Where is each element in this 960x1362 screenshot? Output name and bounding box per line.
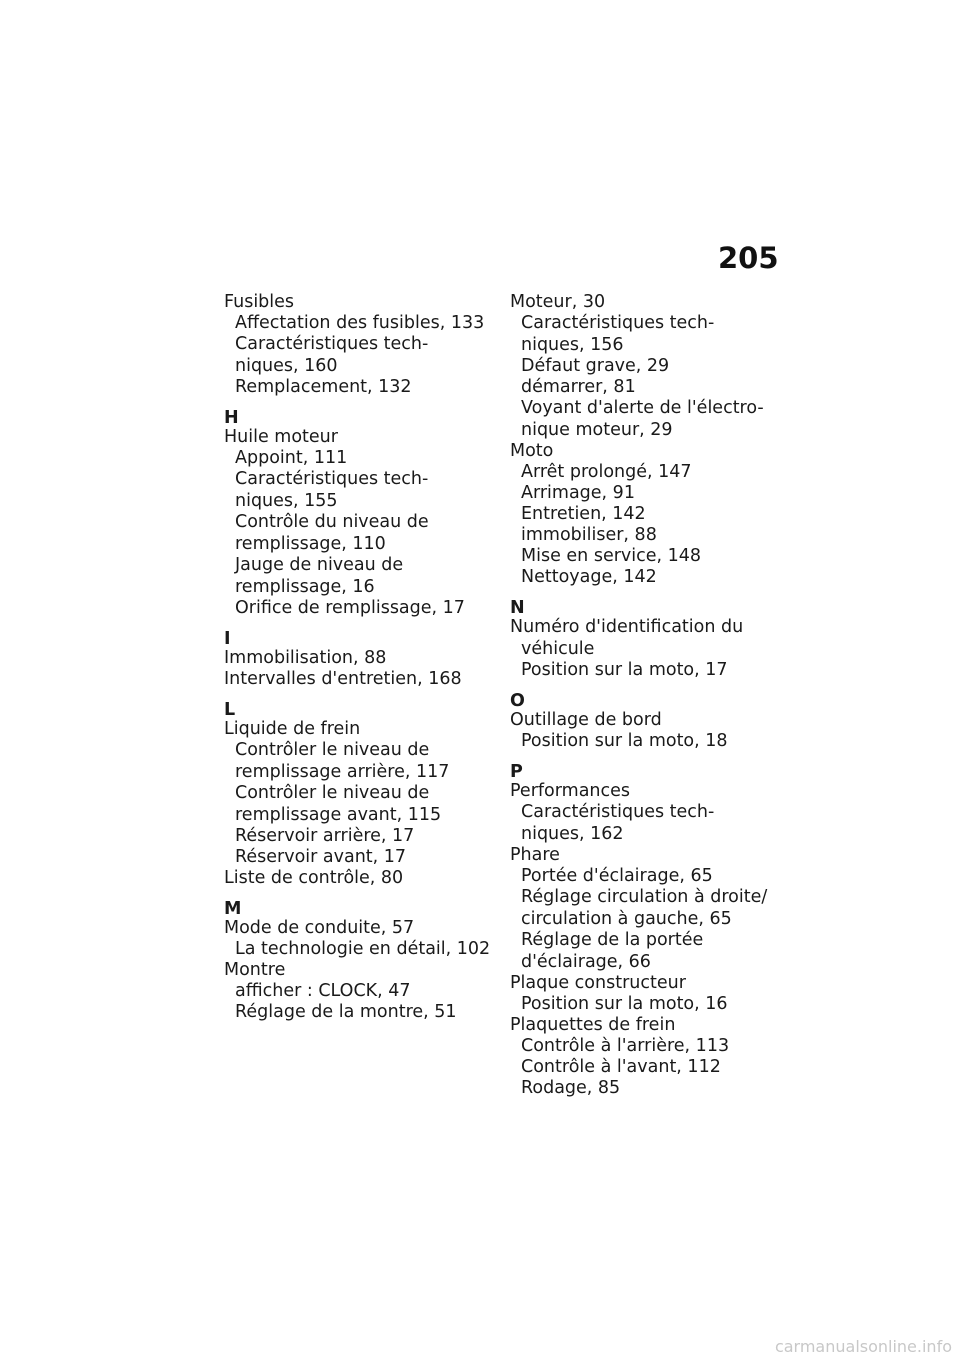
section-letter: O xyxy=(510,691,525,711)
index-subentry: Orifice de remplissage, 17 xyxy=(235,598,465,618)
section-letter: I xyxy=(224,629,231,649)
index-subentry: Voyant d'alerte de l'électro- xyxy=(521,398,764,418)
index-subentry: Défaut grave, 29 xyxy=(521,356,670,376)
index-entry-continuation: niques, 156 xyxy=(521,335,624,355)
section-letter: P xyxy=(510,762,523,782)
index-subentry: afficher : CLOCK, 47 xyxy=(235,981,411,1001)
index-subentry: Réglage de la montre, 51 xyxy=(235,1002,457,1022)
index-entry-continuation: remplissage avant, 115 xyxy=(235,805,442,825)
index-subentry: Contrôler le niveau de xyxy=(235,783,430,803)
index-subentry: Affectation des fusibles, 133 xyxy=(235,313,485,333)
index-subentry: Rodage, 85 xyxy=(521,1078,621,1098)
index-entry: Liste de contrôle, 80 xyxy=(224,868,404,888)
index-subentry: Contrôler le niveau de xyxy=(235,740,430,760)
index-entry: Numéro d'identification du xyxy=(510,617,744,637)
index-subentry: Appoint, 111 xyxy=(235,448,348,468)
section-letter: H xyxy=(224,408,239,428)
index-entry-continuation: niques, 155 xyxy=(235,491,338,511)
index-subentry: Contrôle à l'arrière, 113 xyxy=(521,1036,730,1056)
index-entry: Mode de conduite, 57 xyxy=(224,918,415,938)
index-entry: Moto xyxy=(510,441,554,461)
index-subentry: démarrer, 81 xyxy=(521,377,636,397)
index-entry: Plaque constructeur xyxy=(510,973,686,993)
index-subentry: Réservoir avant, 17 xyxy=(235,847,407,867)
index-subentry: Jauge de niveau de xyxy=(235,555,404,575)
index-subentry: Arrêt prolongé, 147 xyxy=(521,462,692,482)
index-column-left xyxy=(224,292,504,1023)
footer-watermark: carmanualsonline.info xyxy=(774,1337,952,1356)
section-letter: L xyxy=(224,700,236,720)
index-subentry: Arrimage, 91 xyxy=(521,483,635,503)
index-subentry: La technologie en détail, 102 xyxy=(235,939,491,959)
index-entry: Immobilisation, 88 xyxy=(224,648,387,668)
index-subentry: Caractéristiques tech- xyxy=(235,469,429,489)
index-entry: Plaquettes de frein xyxy=(510,1015,676,1035)
index-subentry: Caractéristiques tech- xyxy=(235,334,429,354)
index-subentry: Contrôle à l'avant, 112 xyxy=(521,1057,721,1077)
index-subentry: Position sur la moto, 17 xyxy=(521,660,728,680)
page-number: 205 xyxy=(718,241,779,275)
index-entry: Intervalles d'entretien, 168 xyxy=(224,669,462,689)
index-subentry: Portée d'éclairage, 65 xyxy=(521,866,713,886)
index-entry-continuation: nique moteur, 29 xyxy=(521,420,673,440)
section-letter: M xyxy=(224,899,242,919)
index-subentry: Nettoyage, 142 xyxy=(521,567,657,587)
index-subentry: Réservoir arrière, 17 xyxy=(235,826,415,846)
index-entry: Phare xyxy=(510,845,560,865)
index-subentry: Entretien, 142 xyxy=(521,504,646,524)
index-subentry: Position sur la moto, 18 xyxy=(521,731,728,751)
index-subentry: Réglage circulation à droite/ xyxy=(521,887,768,907)
index-entry: Huile moteur xyxy=(224,427,338,447)
index-entry: Performances xyxy=(510,781,631,801)
index-entry-continuation: véhicule xyxy=(521,639,595,659)
index-entry-continuation: niques, 162 xyxy=(521,824,624,844)
index-entry-continuation: niques, 160 xyxy=(235,356,338,376)
index-subentry: Réglage de la portée xyxy=(521,930,704,950)
index-entry-continuation: circulation à gauche, 65 xyxy=(521,909,732,929)
index-subentry: Contrôle du niveau de xyxy=(235,512,429,532)
index-entry: Moteur, 30 xyxy=(510,292,606,312)
index-subentry: Mise en service, 148 xyxy=(521,546,702,566)
index-entry-continuation: d'éclairage, 66 xyxy=(521,952,651,972)
index-entry: Liquide de frein xyxy=(224,719,361,739)
index-subentry: Caractéristiques tech- xyxy=(521,802,715,822)
index-entry-continuation: remplissage, 110 xyxy=(235,534,386,554)
index-subentry: Remplacement, 132 xyxy=(235,377,412,397)
index-subentry: Position sur la moto, 16 xyxy=(521,994,728,1014)
index-subentry: Caractéristiques tech- xyxy=(521,313,715,333)
index-entry: Outillage de bord xyxy=(510,710,662,730)
index-entry-continuation: remplissage arrière, 117 xyxy=(235,762,450,782)
section-letter: N xyxy=(510,598,525,618)
index-subentry: immobiliser, 88 xyxy=(521,525,657,545)
index-entry: Fusibles xyxy=(224,292,295,312)
index-column-right xyxy=(510,292,790,1099)
index-entry-continuation: remplissage, 16 xyxy=(235,577,375,597)
index-entry: Montre xyxy=(224,960,286,980)
